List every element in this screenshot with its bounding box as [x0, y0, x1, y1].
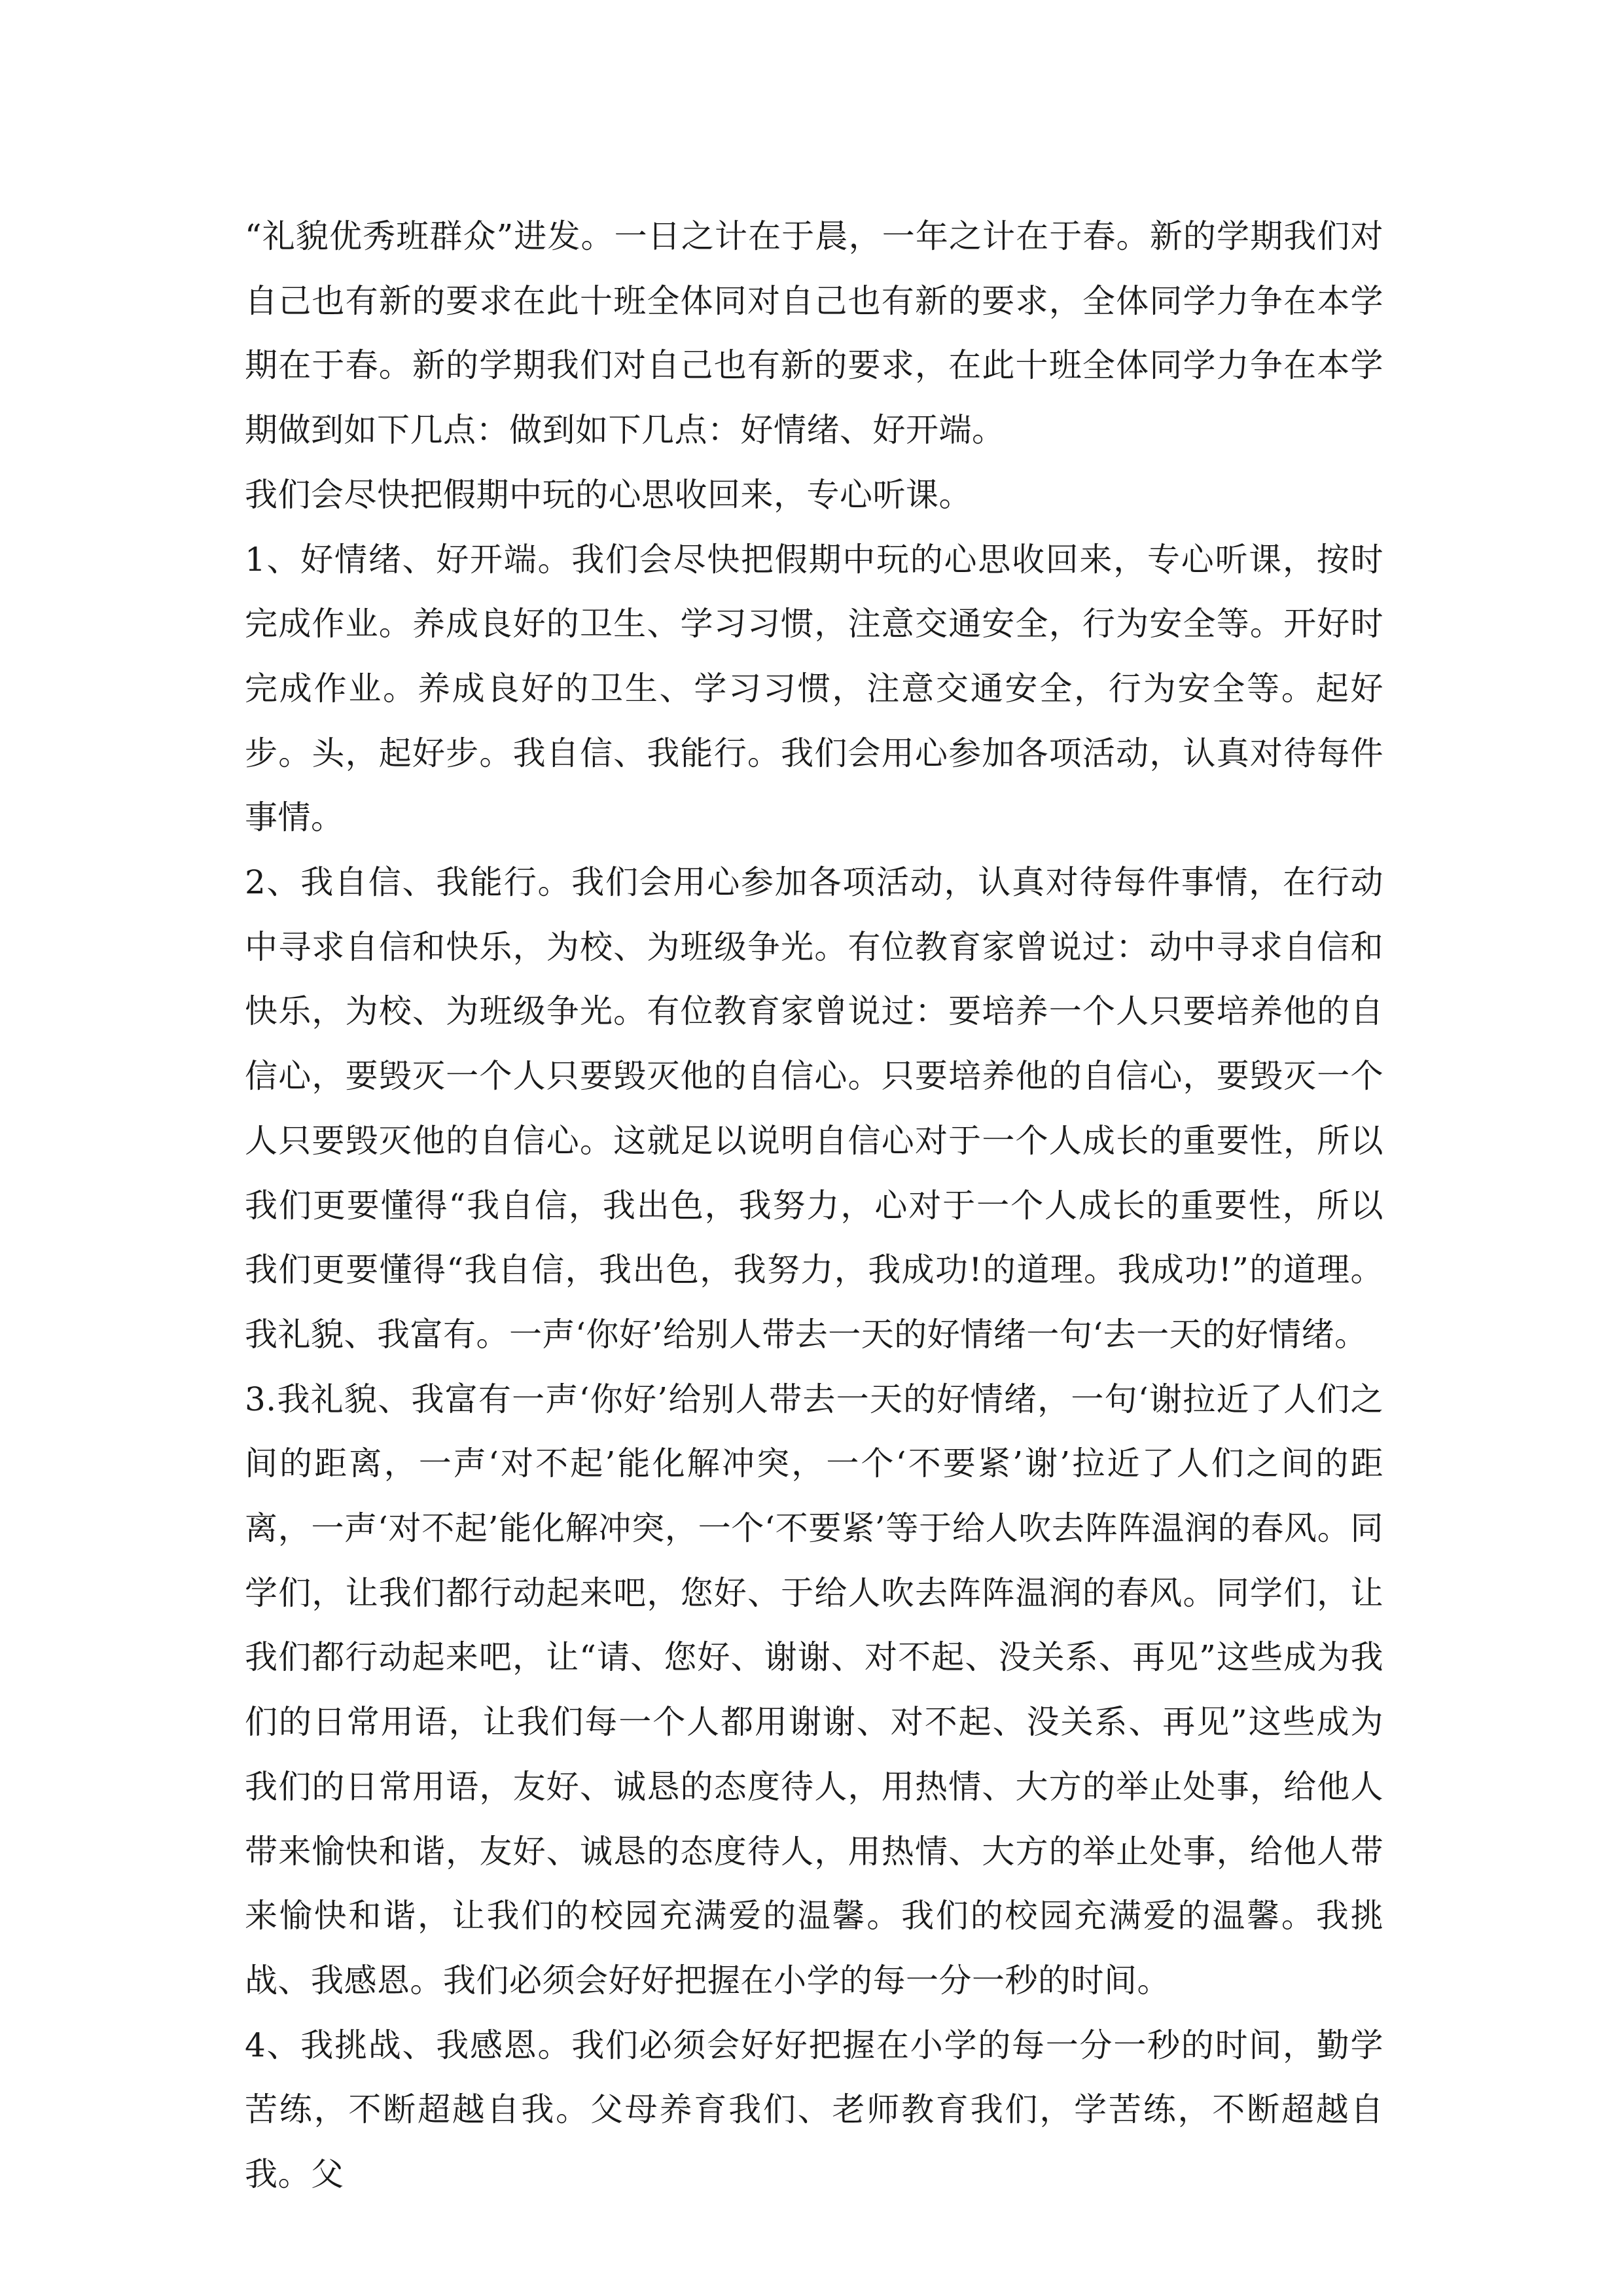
paragraph-6: 4、我挑战、我感恩。我们必须会好好把握在小学的每一分一秒的时间，勤学苦练，不断超越自我。父母养育我们、老师教育我们，学苦练，不断超越自我。父: [245, 2026, 1383, 2194]
paragraph-5: 3.我礼貌、我富有一声‘你好’给别人带去一天的好情绪，一句‘谢拉近了人们之间的距离，一声‘对不起’能化解冲突，一个‘不要紧’谢’拉近了人们之间的距离，一声‘对不起’能化解冲突，一个‘不要紧’等于给人吹去阵阵温润的春风。同学们，让我们都行动起来吧，您好、于给人吹去阵阵温润的春风。同学们，让我们都行动起来吧，让“请、您好、谢谢、对不起、没关系、再见”这些成为我们的日常用语，让我们每一个人都用谢谢、对不起、没关系、再见”这些成为我们的日常用语，友好、诚恳的态度待人，用热情、大方的举止处事，给他人带来愉快和谐，友好、诚恳的态度待人，用热情、大方的举止处事，给他人带来愉快和谐，让我们的校园充满爱的温馨。我们的校园充满爱的温馨。我挑战、我感恩。我们必须会好好把握在小学的每一分一秒的时间。: [245, 1380, 1383, 2000]
paragraph-3: 1、好情绪、好开端。我们会尽快把假期中玩的心思收回来，专心听课，按时完成作业。养成良好的卫生、学习习惯，注意交通安全，行为安全等。开好时完成作业。养成良好的卫生、学习习惯，注意交通安全，行为安全等。起好步。头，起好步。我自信、我能行。我们会用心参加各项活动，认真对待每件事情。: [245, 540, 1383, 837]
paragraph-1: “礼貌优秀班群众”进发。一日之计在于晨，一年之计在于春。新的学期我们对自己也有新的要求在此十班全体同对自己也有新的要求，全体同学力争在本学期在于春。新的学期我们对自己也有新的要求，在此十班全体同学力争在本学期做到如下几点：做到如下几点：好情绪、好开端。: [245, 217, 1383, 450]
paragraph-4: 2、我自信、我能行。我们会用心参加各项活动，认真对待每件事情，在行动中寻求自信和快乐，为校、为班级争光。有位教育家曾说过：动中寻求自信和快乐，为校、为班级争光。有位教育家曾说过：要培养一个人只要培养他的自信心，要毁灭一个人只要毁灭他的自信心。只要培养他的自信心，要毁灭一个人只要毁灭他的自信心。这就足以说明自信心对于一个人成长的重要性，所以我们更要懂得“我自信，我出色，我努力，心对于一个人成长的重要性，所以我们更要懂得“我自信，我出色，我努力，我成功!的道理。我成功!”的道理。我礼貌、我富有。一声‘你好’给别人带去一天的好情绪一句‘去一天的好情绪。: [245, 863, 1383, 1354]
document-body: [245, 204, 1383, 2207]
paragraph-2: 我们会尽快把假期中玩的心思收回来，专心听课。: [245, 475, 972, 514]
